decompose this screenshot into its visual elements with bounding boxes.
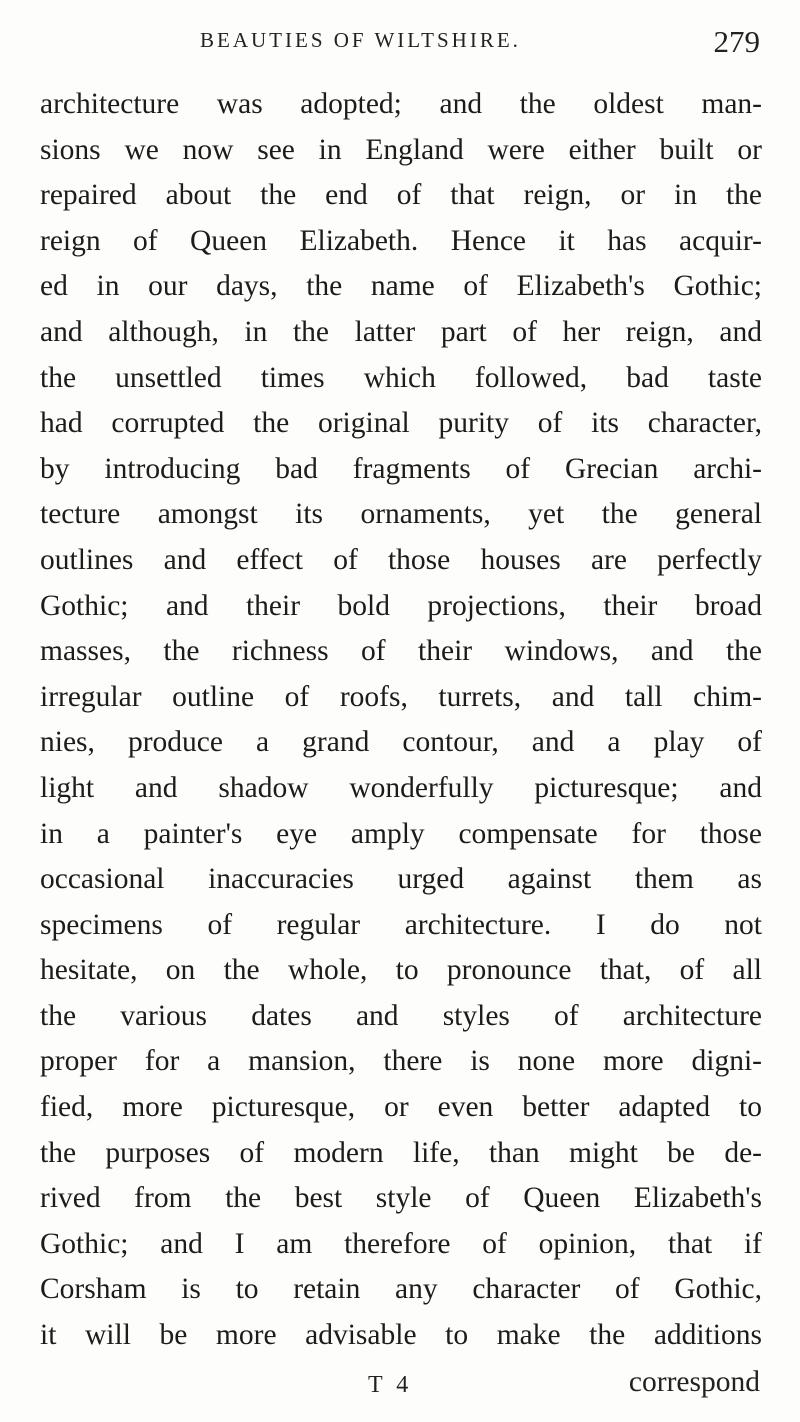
text-line: Gothic; and I am therefore of opinion, that if [40,1227,762,1260]
body-text [40,82,762,1359]
running-title: BEAUTIES OF WILTSHIRE. [200,28,521,52]
page-footer [40,1366,760,1408]
text-line: the unsettled times which followed, bad taste [40,361,762,394]
text-line: proper for a mansion, there is none more digni- [40,1045,762,1078]
text-line: it will be more advisable to make the additions [40,1319,762,1352]
text-line: tecture amongst its ornaments, yet the general [40,498,762,531]
text-line: masses, the richness of their windows, and the [40,635,762,668]
text-line: had corrupted the original purity of its character, [40,407,762,440]
text-line: occasional inaccuracies urged against them as [40,863,762,896]
text-line: sions we now see in England were either built or [40,133,762,166]
text-line: repaired about the end of that reign, or in the [40,179,762,212]
text-line: outlines and effect of those houses are perfectly [40,543,762,576]
text-line: nies, produce a grand contour, and a play of [40,726,762,759]
text-line: the purposes of modern life, than might be de- [40,1136,762,1169]
catchword: correspond [628,1366,760,1398]
text-line: in a painter's eye amply compensate for those [40,817,762,850]
text-line: architecture was adopted; and the oldest man- [40,88,762,120]
text-line: ed in our days, the name of Elizabeth's Gothic; [40,270,762,303]
signature-mark: T 4 [368,1372,413,1398]
text-line: reign of Queen Elizabeth. Hence it has acquir- [40,224,762,257]
text-line: fied, more picturesque, or even better adapted to [40,1091,762,1124]
text-line: by introducing bad fragments of Grecian archi- [40,452,762,485]
text-line: rived from the best style of Queen Elizabeth's [40,1182,762,1215]
text-line: Gothic; and their bold projections, their broad [40,589,762,622]
text-line: and although, in the latter part of her reign, and [40,315,762,348]
text-line: specimens of regular architecture. I do not [40,908,762,941]
text-line: Corsham is to retain any character of Gothic, [40,1273,762,1306]
running-head [40,24,760,60]
page-number: 279 [713,24,760,59]
text-line: the various dates and styles of architecture [40,999,762,1032]
text-line: hesitate, on the whole, to pronounce that, of all [40,954,762,987]
text-line: light and shadow wonderfully picturesque; and [40,771,762,804]
text-line: irregular outline of roofs, turrets, and tall chim- [40,680,762,713]
